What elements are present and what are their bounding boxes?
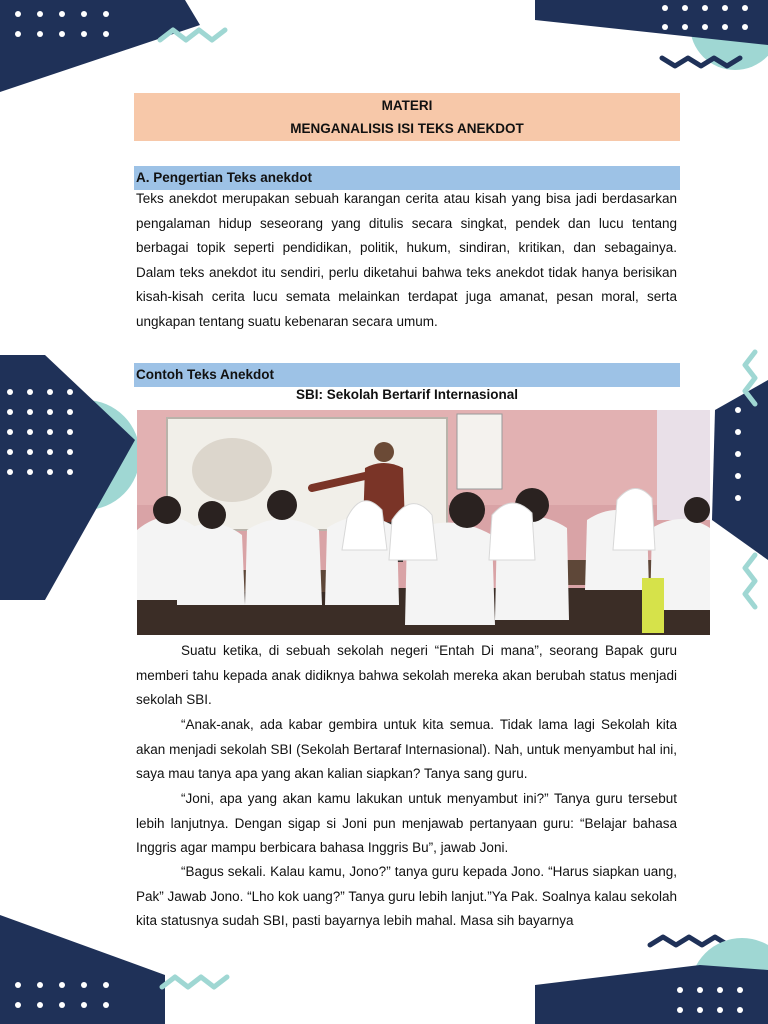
section-a-heading: A. Pengertian Teks anekdot bbox=[134, 166, 680, 190]
title-line-1: MATERI bbox=[381, 98, 433, 113]
story-paragraph: Suatu ketika, di sebuah sekolah negeri “Entah Di mana”, seorang Bapak guru memberi tahu kepada anak didiknya bahwa sekolah mereka akan berubah status menjadi sekolah SBI. bbox=[136, 643, 677, 708]
bottom-right-zigzag bbox=[650, 937, 728, 945]
story-paragraph: “Joni, apa yang akan kamu lakukan untuk menyambut ini?” Tanya guru tersebut lebih lanjutnya. Dengan sigap si Joni pun menjawab pertanyaan guru: “Belajar bahasa Inggris agar mampu berbicara bahasa Inggris Bu”, jawab Joni. bbox=[136, 791, 677, 856]
title-box bbox=[134, 93, 680, 141]
story-paragraph: “Bagus sekali. Kalau kamu, Jono?” tanya guru kepada Jono. “Harus siapkan uang, Pak” Jawab Jono. “Lho kok uang?” Tanya guru lebih lanjut.”Ya Pak. Soalnya kalau sekolah kita statusnya sudah SBI, pasti bayarnya lebih mahal. Masa sih bayarnya bbox=[136, 864, 677, 929]
example-heading: Contoh Teks Anekdot bbox=[134, 363, 680, 387]
classroom-photo bbox=[137, 410, 710, 635]
story-paragraph: “Anak-anak, ada kabar gembira untuk kita semua. Tidak lama lagi Sekolah kita akan menjadi sekolah SBI (Sekolah Bertaraf Internasional). Nah, untuk menyambut hal ini, saya mau tanya apa yang akan kalian siapkan? Tanya sang guru. bbox=[136, 717, 677, 782]
top-left-navy-shape bbox=[0, 0, 200, 92]
story-title: SBI: Sekolah Bertarif Internasional bbox=[295, 387, 519, 402]
top-left-zigzag bbox=[160, 30, 225, 40]
section-a-body: Teks anekdot merupakan sebuah karangan cerita atau kisah yang bisa jadi berdasarkan pengalaman hidup seseorang yang ditulis secara singkat, pendek dan lucu tentang berbagai topik seperti pendidikan, politik, hukum, sindiran, kritikan, dan sebagainya. Dalam teks anekdot itu sendiri, perlu diketahui bahwa teks anekdot tidak hanya berisikan kisah-kisah cerita lucu semata melainkan terdapat juga amanat, pesan moral, serta ungkapan tentang suatu kebenaran secara umum. bbox=[136, 191, 677, 329]
right-navy-shape bbox=[712, 380, 768, 560]
right-zigzag-bottom bbox=[745, 555, 755, 607]
bottom-left-zigzag bbox=[162, 977, 227, 987]
title-line-2: MENGANALISIS ISI TEKS ANEKDOT bbox=[290, 121, 524, 136]
bottom-right-navy-shape bbox=[535, 965, 768, 1024]
top-right-navy-shape bbox=[535, 0, 768, 45]
